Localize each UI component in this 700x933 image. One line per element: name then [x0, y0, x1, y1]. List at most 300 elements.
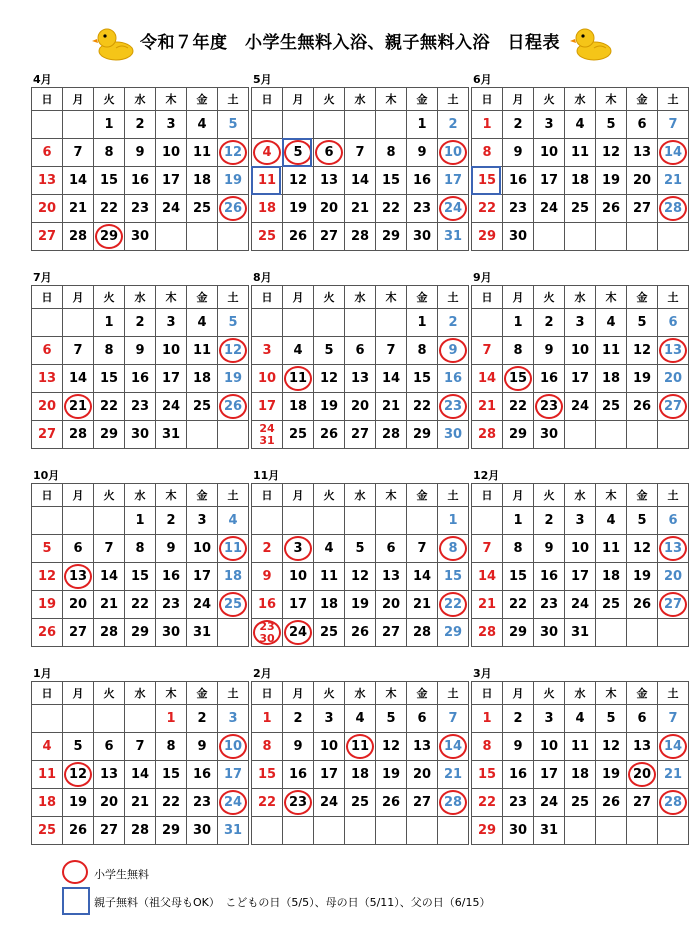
weekday-header: 木 — [376, 88, 407, 111]
day-cell — [283, 733, 314, 761]
day-cell — [596, 761, 627, 789]
day-cell — [32, 195, 63, 223]
day-cell — [596, 789, 627, 817]
weekday-header: 日 — [32, 88, 63, 111]
day-cell — [32, 761, 63, 789]
day-cell — [472, 705, 503, 733]
day-cell — [472, 563, 503, 591]
day-number: 18 — [570, 173, 590, 188]
day-cell — [472, 733, 503, 761]
weekday-header: 月 — [503, 88, 534, 111]
month-label: 8月 — [253, 271, 272, 284]
day-cell — [187, 421, 218, 449]
day-cell — [565, 789, 596, 817]
day-number: 6 — [417, 711, 427, 726]
day-number: 18 — [601, 371, 621, 386]
day-number: 1 — [104, 315, 114, 330]
weekday-header: 日 — [32, 682, 63, 705]
day-cell — [252, 309, 283, 337]
day-cell — [94, 789, 125, 817]
day-number: 29 — [99, 229, 119, 244]
weekday-header: 木 — [596, 88, 627, 111]
day-number: 28 — [412, 625, 432, 640]
day-cell — [565, 733, 596, 761]
day-number: 6 — [637, 117, 647, 132]
day-cell — [376, 195, 407, 223]
day-cell — [472, 535, 503, 563]
day-cell — [187, 563, 218, 591]
day-number: 22 — [99, 399, 119, 414]
day-number: 3 — [166, 117, 176, 132]
month-calendar — [471, 667, 683, 845]
day-number: 31 — [570, 625, 590, 640]
day-number: 4 — [262, 145, 272, 160]
month-label: 3月 — [473, 667, 492, 680]
day-number: 7 — [482, 541, 492, 556]
day-number: 26 — [350, 625, 370, 640]
day-cell — [627, 365, 658, 393]
day-number: 20 — [37, 399, 57, 414]
weekday-header: 土 — [658, 88, 689, 111]
day-number: 2 — [166, 513, 176, 528]
day-cell — [125, 563, 156, 591]
day-cell — [596, 139, 627, 167]
day-cell — [345, 195, 376, 223]
day-number: 16 — [508, 173, 528, 188]
weekday-header: 月 — [283, 682, 314, 705]
day-number: 17 — [319, 767, 339, 782]
day-number: 6 — [73, 541, 83, 556]
weekday-header: 土 — [658, 682, 689, 705]
day-number: 21 — [99, 597, 119, 612]
day-number: 3 — [544, 711, 554, 726]
day-cell — [283, 223, 314, 251]
day-cell — [438, 733, 469, 761]
day-cell — [252, 223, 283, 251]
weekday-header: 金 — [407, 88, 438, 111]
day-number: 5 — [293, 145, 303, 160]
legend — [60, 858, 660, 918]
day-cell — [627, 223, 658, 251]
month-calendar — [471, 469, 683, 647]
day-number: 17 — [161, 371, 181, 386]
day-number: 16 — [288, 767, 308, 782]
day-cell — [32, 591, 63, 619]
day-cell — [658, 761, 689, 789]
day-cell — [252, 337, 283, 365]
day-cell — [565, 139, 596, 167]
day-cell — [187, 223, 218, 251]
day-cell — [125, 817, 156, 845]
day-number: 11 — [601, 541, 621, 556]
day-cell — [63, 223, 94, 251]
day-number: 15 — [508, 371, 528, 386]
day-number: 20 — [663, 569, 683, 584]
day-cell — [596, 393, 627, 421]
day-number: 12 — [350, 569, 370, 584]
day-number: 28 — [477, 625, 497, 640]
day-cell — [627, 309, 658, 337]
weekday-header: 金 — [627, 286, 658, 309]
day-number: 18 — [601, 569, 621, 584]
day-cell — [376, 309, 407, 337]
day-cell — [565, 507, 596, 535]
day-number: 23 — [412, 201, 432, 216]
day-cell — [94, 167, 125, 195]
day-cell — [252, 195, 283, 223]
day-cell — [658, 705, 689, 733]
month-label: 1月 — [33, 667, 52, 680]
day-cell — [283, 789, 314, 817]
day-number: 28 — [663, 795, 683, 810]
day-number: 4 — [606, 315, 616, 330]
day-number: 23 — [539, 399, 559, 414]
day-cell — [345, 167, 376, 195]
day-cell — [596, 421, 627, 449]
day-cell — [218, 789, 249, 817]
month-label: 11月 — [253, 469, 280, 482]
day-cell — [125, 619, 156, 647]
day-number: 19 — [601, 767, 621, 782]
day-cell — [407, 619, 438, 647]
weekday-header: 土 — [438, 682, 469, 705]
day-cell — [534, 817, 565, 845]
day-cell — [283, 507, 314, 535]
day-number: 29 — [130, 625, 150, 640]
day-cell — [218, 733, 249, 761]
day-number: 28 — [663, 201, 683, 216]
day-cell — [503, 591, 534, 619]
day-cell — [658, 733, 689, 761]
day-number: 3 — [197, 513, 207, 528]
day-cell — [314, 789, 345, 817]
day-cell — [94, 705, 125, 733]
day-cell — [314, 223, 345, 251]
day-cell — [438, 111, 469, 139]
day-cell — [187, 309, 218, 337]
day-number: 15 — [477, 767, 497, 782]
day-number: 19 — [68, 795, 88, 810]
day-cell — [438, 535, 469, 563]
day-cell — [345, 337, 376, 365]
day-number: 19 — [319, 399, 339, 414]
day-cell — [314, 365, 345, 393]
day-number: 4 — [42, 739, 52, 754]
day-number: 16 — [508, 767, 528, 782]
day-number: 10 — [161, 145, 181, 160]
day-cell — [345, 507, 376, 535]
day-number: 13 — [350, 371, 370, 386]
day-cell — [376, 337, 407, 365]
day-number: 3 — [575, 513, 585, 528]
day-cell — [252, 139, 283, 167]
day-cell — [534, 705, 565, 733]
day-number: 4 — [324, 541, 334, 556]
day-cell — [32, 817, 63, 845]
day-cell — [63, 421, 94, 449]
day-cell — [314, 421, 345, 449]
weekday-header: 水 — [125, 682, 156, 705]
day-cell — [438, 337, 469, 365]
weekday-header: 月 — [63, 484, 94, 507]
day-cell — [156, 337, 187, 365]
day-cell — [32, 393, 63, 421]
day-cell — [596, 309, 627, 337]
day-cell — [345, 705, 376, 733]
day-cell — [125, 365, 156, 393]
day-number: 11 — [223, 541, 243, 556]
day-cell — [565, 365, 596, 393]
day-number: 1 — [513, 315, 523, 330]
day-cell — [565, 393, 596, 421]
day-number: 24 31 — [259, 421, 275, 447]
day-number: 27 — [632, 201, 652, 216]
day-number: 30 — [412, 229, 432, 244]
day-number: 29 — [443, 625, 463, 640]
day-cell — [314, 619, 345, 647]
day-number: 17 — [223, 767, 243, 782]
day-number: 10 — [257, 371, 277, 386]
day-number: 5 — [386, 711, 396, 726]
day-number: 7 — [417, 541, 427, 556]
day-number: 14 — [350, 173, 370, 188]
day-cell — [156, 223, 187, 251]
day-cell — [627, 817, 658, 845]
day-cell — [627, 789, 658, 817]
day-cell — [156, 563, 187, 591]
day-cell — [63, 337, 94, 365]
day-number: 14 — [68, 173, 88, 188]
day-number: 5 — [355, 541, 365, 556]
day-cell — [63, 535, 94, 563]
day-cell — [376, 733, 407, 761]
day-cell — [534, 507, 565, 535]
day-cell — [345, 789, 376, 817]
day-number: 9 — [513, 145, 523, 160]
day-number: 9 — [544, 343, 554, 358]
day-cell — [218, 563, 249, 591]
day-number: 8 — [513, 343, 523, 358]
day-cell — [187, 139, 218, 167]
day-number: 22 — [477, 795, 497, 810]
day-number: 19 — [601, 173, 621, 188]
day-cell — [472, 337, 503, 365]
day-number: 16 — [539, 371, 559, 386]
month-calendar — [471, 73, 683, 251]
day-number: 13 — [68, 569, 88, 584]
day-cell — [345, 111, 376, 139]
day-cell — [314, 591, 345, 619]
day-number: 25 — [319, 625, 339, 640]
day-number: 17 — [539, 767, 559, 782]
day-number: 30 — [130, 229, 150, 244]
weekday-header: 水 — [125, 484, 156, 507]
day-cell — [63, 139, 94, 167]
day-number: 28 — [130, 823, 150, 838]
day-number: 14 — [443, 739, 463, 754]
day-cell — [218, 223, 249, 251]
day-number: 14 — [477, 569, 497, 584]
day-number: 14 — [381, 371, 401, 386]
day-cell — [534, 167, 565, 195]
day-number: 25 — [192, 399, 212, 414]
day-number: 15 — [381, 173, 401, 188]
day-number: 23 — [130, 399, 150, 414]
day-number: 7 — [73, 145, 83, 160]
day-cell — [596, 817, 627, 845]
day-cell — [472, 111, 503, 139]
day-cell — [472, 789, 503, 817]
day-cell — [32, 223, 63, 251]
weekday-header: 水 — [345, 286, 376, 309]
day-number: 30 — [443, 427, 463, 442]
day-cell — [627, 507, 658, 535]
day-cell — [407, 535, 438, 563]
day-number: 14 — [477, 371, 497, 386]
day-cell — [314, 733, 345, 761]
day-cell — [94, 139, 125, 167]
day-number: 13 — [632, 739, 652, 754]
day-cell — [376, 619, 407, 647]
day-number: 23 30 — [259, 619, 275, 645]
day-cell — [94, 421, 125, 449]
day-cell — [345, 761, 376, 789]
day-cell — [32, 139, 63, 167]
day-cell — [63, 817, 94, 845]
day-cell — [407, 223, 438, 251]
month-calendar — [31, 667, 243, 845]
page-title: 令和７年度 小学生無料入浴、親子無料入浴 日程表 — [140, 33, 560, 53]
day-cell — [565, 167, 596, 195]
day-number: 15 — [257, 767, 277, 782]
weekday-header: 木 — [376, 286, 407, 309]
day-number: 19 — [381, 767, 401, 782]
day-cell — [565, 309, 596, 337]
day-cell — [94, 111, 125, 139]
day-number: 27 — [350, 427, 370, 442]
day-cell — [156, 365, 187, 393]
day-number: 25 — [570, 795, 590, 810]
legend-parent-label: 親子無料（祖父母もOK） こどもの日（5/5）、母の日（5/11）、父の日（6/15） — [94, 896, 491, 909]
day-cell — [596, 705, 627, 733]
day-number: 30 — [130, 427, 150, 442]
weekday-header: 木 — [376, 484, 407, 507]
day-number: 31 — [223, 823, 243, 838]
day-number: 17 — [570, 371, 590, 386]
day-number: 4 — [355, 711, 365, 726]
day-cell — [596, 111, 627, 139]
day-cell — [94, 619, 125, 647]
day-cell — [407, 421, 438, 449]
day-number: 5 — [637, 315, 647, 330]
day-number: 17 — [192, 569, 212, 584]
day-cell — [125, 591, 156, 619]
day-cell — [438, 421, 469, 449]
day-number: 26 — [223, 399, 243, 414]
day-cell — [534, 421, 565, 449]
day-cell — [32, 365, 63, 393]
day-number: 8 — [386, 145, 396, 160]
month-label: 10月 — [33, 469, 60, 482]
day-cell — [596, 507, 627, 535]
day-number: 9 — [197, 739, 207, 754]
weekday-header: 日 — [32, 484, 63, 507]
day-cell — [503, 223, 534, 251]
day-cell — [407, 111, 438, 139]
day-cell — [627, 393, 658, 421]
day-cell — [156, 393, 187, 421]
day-number: 12 — [223, 145, 243, 160]
day-number: 9 — [513, 739, 523, 754]
weekday-header: 火 — [534, 88, 565, 111]
day-number: 25 — [192, 201, 212, 216]
day-cell — [32, 309, 63, 337]
weekday-header: 日 — [252, 286, 283, 309]
day-cell — [125, 139, 156, 167]
day-cell — [472, 139, 503, 167]
day-number: 26 — [288, 229, 308, 244]
day-number: 10 — [319, 739, 339, 754]
day-number: 7 — [668, 711, 678, 726]
day-number: 12 — [223, 343, 243, 358]
day-cell — [534, 761, 565, 789]
day-cell — [658, 309, 689, 337]
day-number: 11 — [192, 343, 212, 358]
day-number: 6 — [637, 711, 647, 726]
weekday-header: 月 — [503, 286, 534, 309]
day-cell — [503, 535, 534, 563]
day-cell — [156, 309, 187, 337]
day-cell — [596, 563, 627, 591]
day-number: 30 — [539, 427, 559, 442]
day-cell — [627, 705, 658, 733]
day-cell — [314, 393, 345, 421]
day-cell — [345, 365, 376, 393]
day-number: 16 — [412, 173, 432, 188]
day-cell — [156, 507, 187, 535]
day-number: 5 — [324, 343, 334, 358]
day-cell — [407, 733, 438, 761]
day-cell — [314, 563, 345, 591]
day-cell — [472, 393, 503, 421]
day-cell — [218, 365, 249, 393]
day-cell — [187, 619, 218, 647]
day-number: 1 — [135, 513, 145, 528]
day-cell — [32, 563, 63, 591]
day-cell — [376, 111, 407, 139]
weekday-header: 金 — [187, 682, 218, 705]
day-cell — [534, 733, 565, 761]
day-cell — [345, 733, 376, 761]
day-cell — [658, 421, 689, 449]
day-number: 2 — [135, 117, 145, 132]
day-number: 5 — [228, 117, 238, 132]
day-number: 1 — [417, 315, 427, 330]
day-cell — [283, 365, 314, 393]
day-number: 13 — [412, 739, 432, 754]
day-cell — [94, 535, 125, 563]
day-cell — [438, 789, 469, 817]
day-number: 1 — [482, 711, 492, 726]
day-number: 24 — [319, 795, 339, 810]
day-number: 16 — [130, 173, 150, 188]
weekday-header: 火 — [314, 682, 345, 705]
day-cell — [503, 337, 534, 365]
day-cell — [407, 507, 438, 535]
day-number: 15 — [161, 767, 181, 782]
day-number: 24 — [192, 597, 212, 612]
day-cell — [438, 507, 469, 535]
